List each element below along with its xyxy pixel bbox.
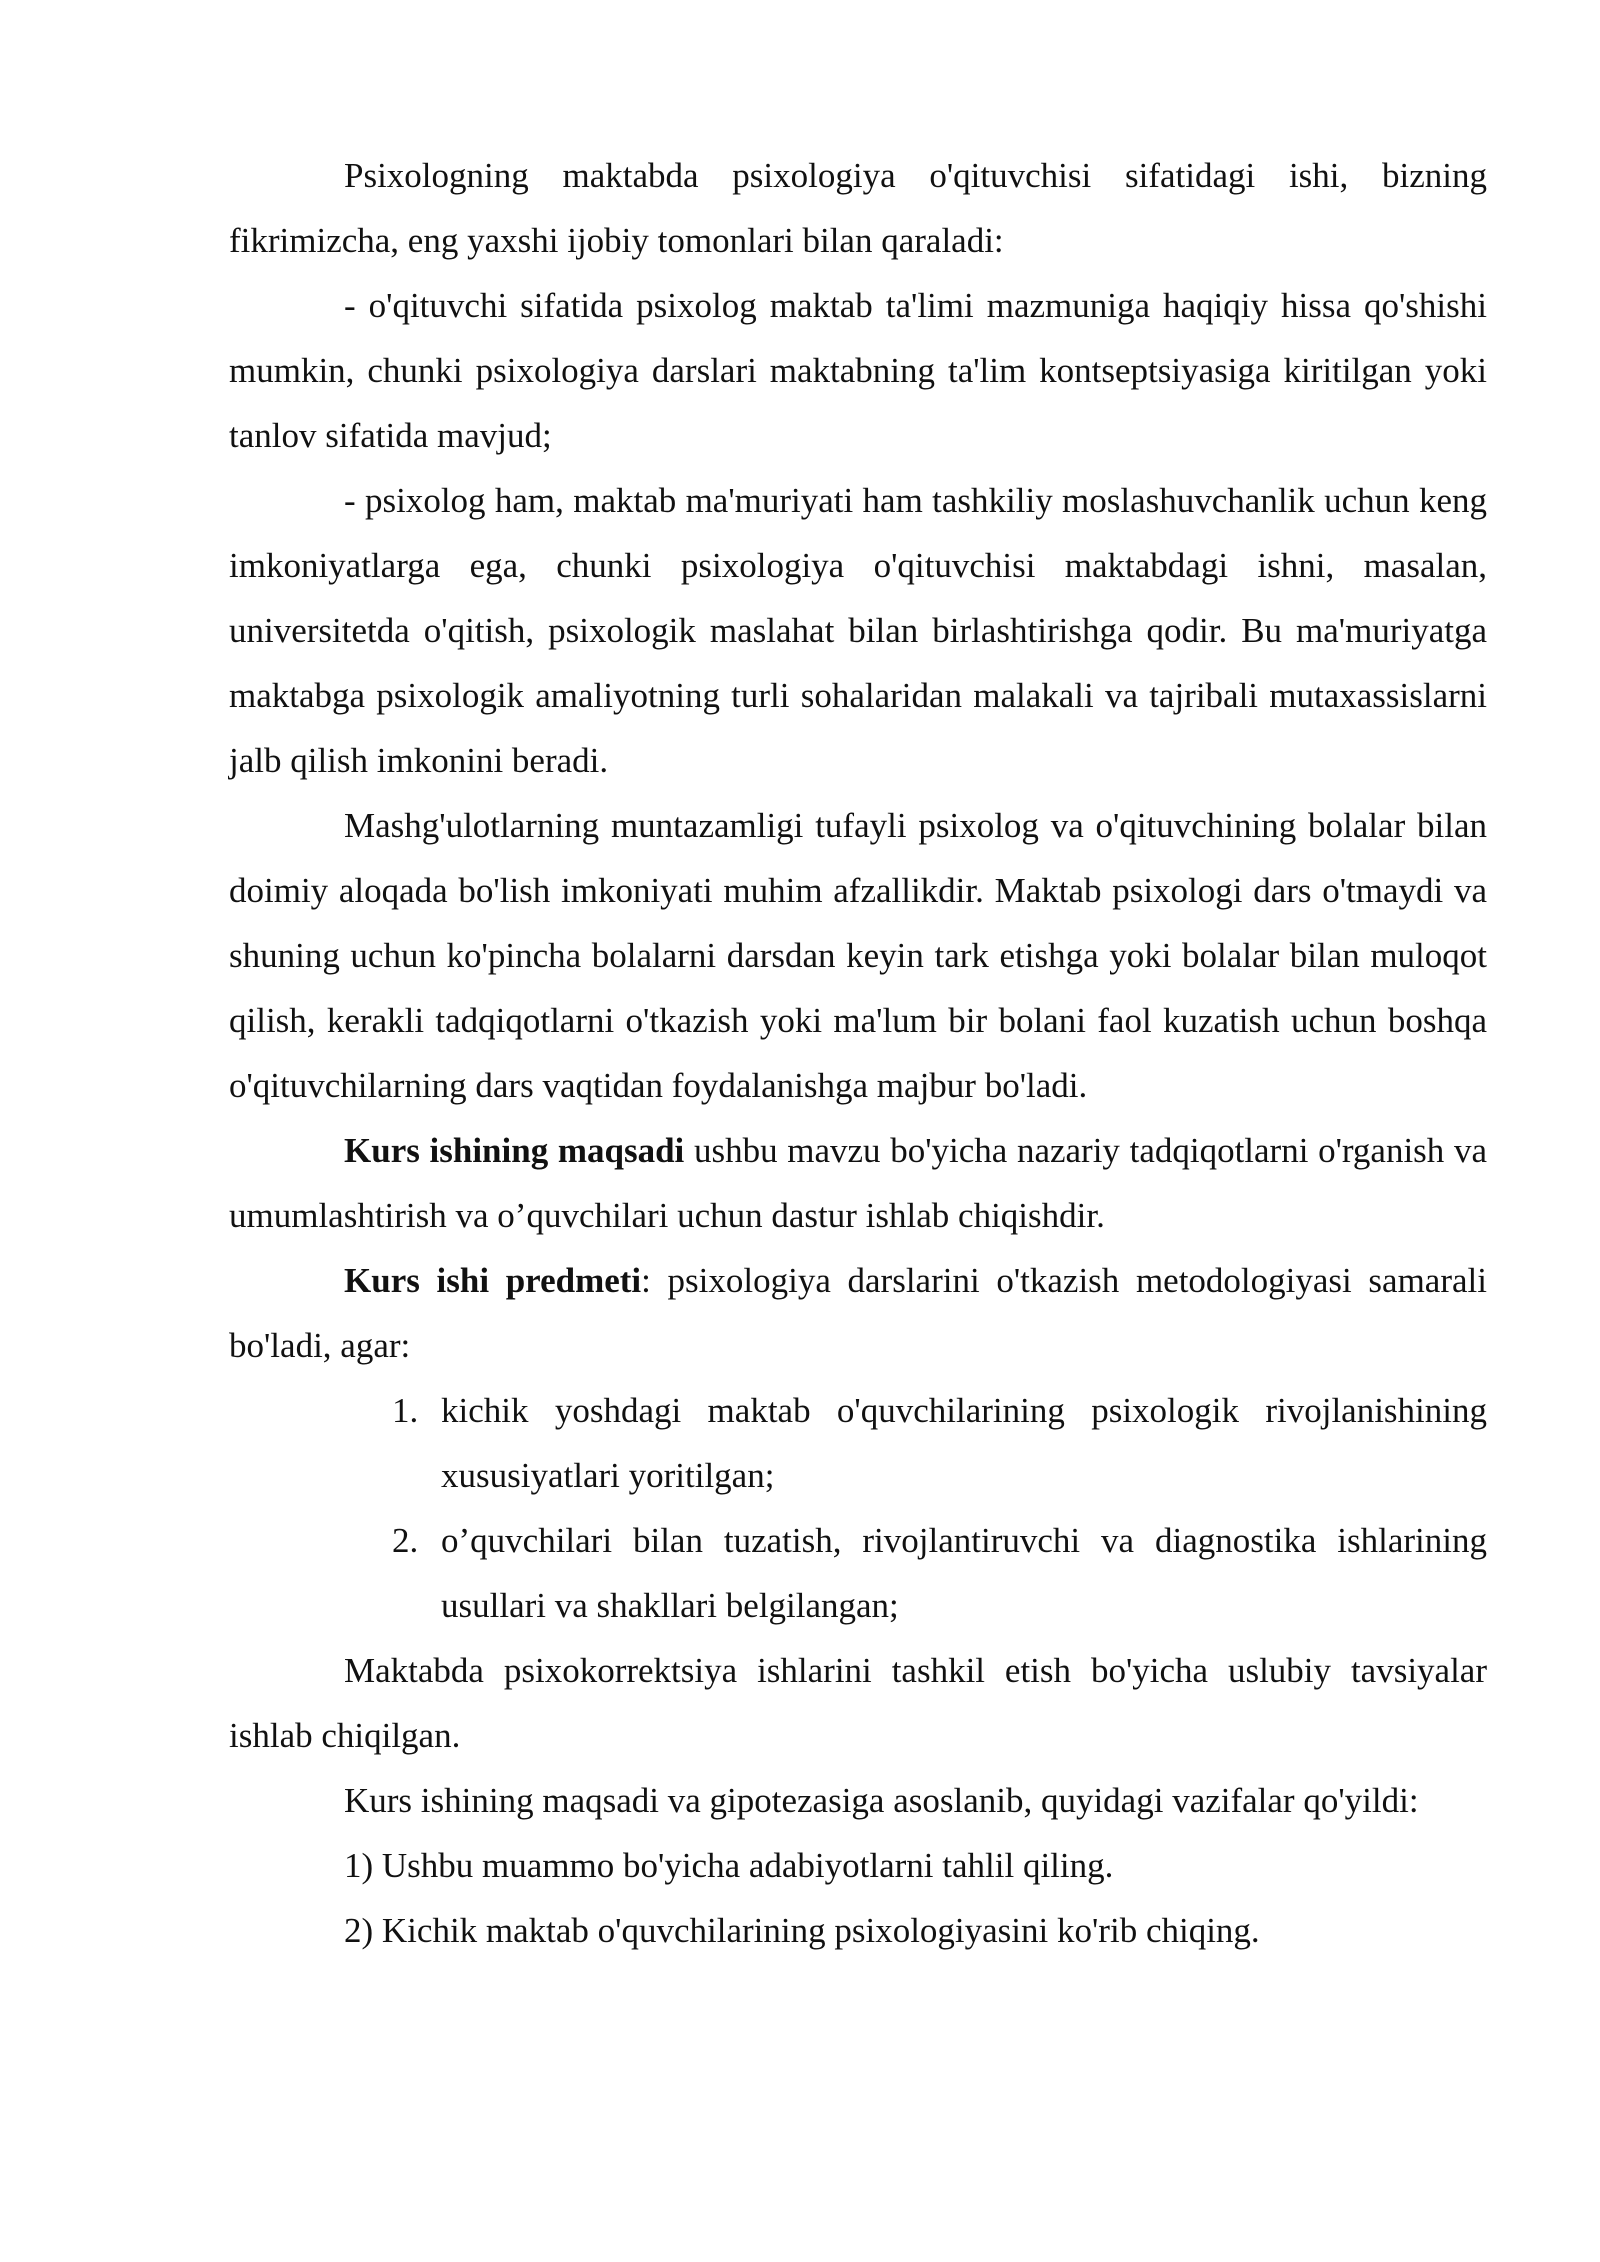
paragraph-goal	[229, 1118, 1487, 1248]
paragraph-intro: Psixologning maktabda psixologiya o'qituvchisi sifatidagi ishi, bizning fikrimizcha, eng yaxshi ijobiy tomonlari bilan qaraladi:	[229, 156, 1487, 260]
list-item-text: o’quvchilari bilan tuzatish, rivojlantiruvchi va diagnostika ishlarining usullari va shakllari belgilangan;	[441, 1521, 1487, 1625]
list-item	[229, 1508, 1487, 1638]
goal-text: ushbu mavzu bo'yicha nazariy tadqiqotlarni o'rganish va umumlashtirish va o’quvchilari uchun dastur ishlab chiqishdir.	[229, 1131, 1488, 1235]
list-item	[229, 1378, 1487, 1508]
paragraph-teacher-contribution: - o'qituvchi sifatida psixolog maktab ta'limi mazmuniga haqiqiy hissa qo'shishi mumkin, chunki psixologiya darslari maktabning ta'lim kontseptsiyasiga kiritilgan yoki tanlov sifatida mavjud;	[229, 286, 1487, 455]
list-item-text: kichik yoshdagi maktab o'quvchilarining psixologik rivojlanishining xususiyatlari yoritilgan;	[441, 1391, 1487, 1495]
paragraph-tasks-intro: Kurs ishining maqsadi va gipotezasiga asoslanib, quyidagi vazifalar qo'yildi:	[344, 1781, 1419, 1820]
list-item-number: 2.	[392, 1521, 419, 1560]
paragraph-flexibility: - psixolog ham, maktab ma'muriyati ham tashkiliy moslashuvchanlik uchun keng imkoniyatlarga ega, chunki psixologiya o'qituvchisi maktabdagi ishni, masalan, universitetda o'qitish, psixologik maslahat bilan birlashtirishga qodir. Bu ma'muriyatga maktabga psixologik amaliyotning turli sohalaridan malakali va tajribali mutaxassislarni jalb qilish imkonini beradi.	[229, 481, 1487, 780]
numbered-list	[229, 1378, 1487, 1638]
paragraph-subject	[229, 1248, 1487, 1378]
paragraph-task-1: 1) Ushbu muammo bo'yicha adabiyotlarni tahlil qiling.	[344, 1846, 1114, 1885]
paragraph-recommendations: Maktabda psixokorrektsiya ishlarini tashkil etish bo'yicha uslubiy tavsiyalar ishlab chiqilgan.	[229, 1651, 1487, 1755]
subject-heading: Kurs ishi predmeti	[344, 1261, 642, 1300]
document-body	[229, 143, 1487, 1963]
goal-heading: Kurs ishining maqsadi	[344, 1131, 685, 1170]
list-item-number: 1.	[392, 1391, 419, 1430]
paragraph-task-2: 2) Kichik maktab o'quvchilarining psixologiyasini ko'rib chiqing.	[344, 1911, 1260, 1950]
subject-text: : psixologiya darslarini o'tkazish metodologiyasi samarali bo'ladi, agar:	[229, 1261, 1487, 1365]
paragraph-advantage: Mashg'ulotlarning muntazamligi tufayli psixolog va o'qituvchining bolalar bilan doimiy aloqada bo'lish imkoniyati muhim afzallikdir. Maktab psixologi dars o'tmaydi va shuning uchun ko'pincha bolalarni darsdan keyin tark etishga yoki bolalar bilan muloqot qilish, kerakli tadqiqotlarni o'tkazish yoki ma'lum bir bolani faol kuzatish uchun boshqa o'qituvchilarning dars vaqtidan foydalanishga majbur bo'ladi.	[229, 806, 1487, 1105]
